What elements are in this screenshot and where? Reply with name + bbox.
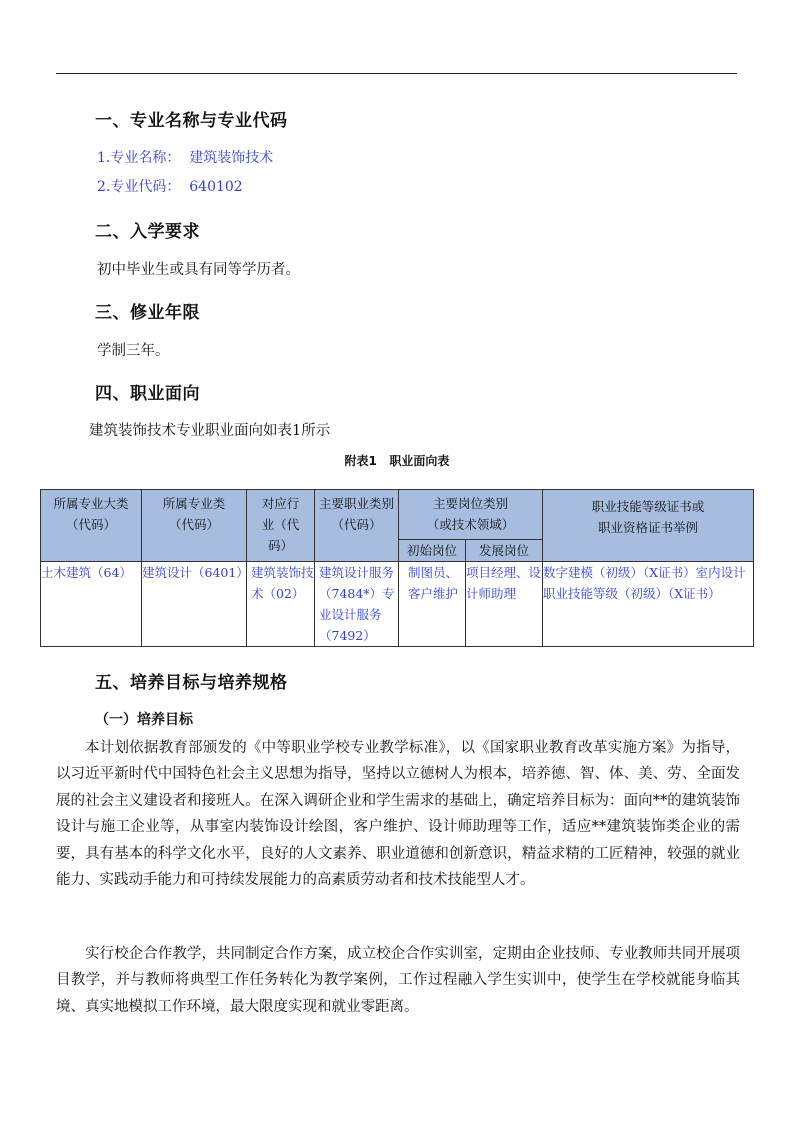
major-code-line: 2.专业代码： 640102 bbox=[97, 179, 243, 195]
header-occupation: 主要职业类别（代码） bbox=[315, 490, 399, 562]
admission-text: 初中毕业生或具有同等学历者。 bbox=[97, 262, 300, 278]
header-certificate: 职业技能等级证书或职业资格证书举例 bbox=[543, 490, 754, 562]
table-caption: 附表1 职业面向表 bbox=[344, 454, 450, 468]
career-intro-text: 建筑装饰技术专业职业面向如表1所示 bbox=[89, 423, 331, 439]
header-major-class: 所属专业类（代码） bbox=[142, 490, 247, 562]
section-5-title: 五、培养目标与培养规格 bbox=[95, 673, 288, 693]
header-major-category: 所属专业大类（代码） bbox=[41, 490, 142, 562]
cell-major-class: 建筑设计（6401） bbox=[142, 562, 247, 647]
header-development-position: 发展岗位 bbox=[466, 540, 543, 562]
cell-occupation: 建筑设计服务（7484*）专业设计服务（7492） bbox=[315, 562, 399, 647]
cell-development-position: 项目经理、设计师助理 bbox=[466, 562, 543, 647]
header-rule bbox=[56, 73, 737, 74]
header-initial-position: 初始岗位 bbox=[399, 540, 466, 562]
duration-text: 学制三年。 bbox=[97, 343, 170, 359]
section-4-title: 四、职业面向 bbox=[95, 384, 200, 404]
section-3-title: 三、修业年限 bbox=[95, 303, 200, 323]
goal-paragraph-1: 本计划依据教育部颁发的《中等职业学校专业教学标准》，以《国家职业教育改革实施方案》为指导，以习近平新时代中国特色社会主义思想为指导，坚持以立德树人为根本，培养德、智、体、美、劳、全面发展的社会主义建设者和接班人。在深入调研企业和学生需求的基础上，确定培养目标为：面向**的建筑装饰设计与施工企业等，从事室内装饰设计绘图，客户维护、设计师助理等工作，适应**建筑装饰类企业的需要，具有基本的科学文化水平，良好的人文素养、职业道德和创新意识，精益求精的工匠精神，较强的就业能力、实践动手能力和可持续发展能力的高素质劳动者和技术技能型人才。 bbox=[56, 740, 740, 889]
section-2-title: 二、入学要求 bbox=[95, 222, 200, 242]
major-name-line: 1.专业名称： 建筑装饰技术 bbox=[97, 150, 274, 166]
cell-initial-position: 制图员、客户维护 bbox=[399, 562, 466, 647]
training-goal-subtitle: （一）培养目标 bbox=[95, 712, 193, 728]
cell-major-category: 土木建筑（64） bbox=[41, 562, 142, 647]
header-industry: 对应行业（代码） bbox=[247, 490, 315, 562]
header-position-category: 主要岗位类别（或技术领域） bbox=[399, 490, 543, 540]
goal-paragraph-2: 实行校企合作教学，共同制定合作方案，成立校企合作实训室，定期由企业技师、专业教师共同开展项目教学，并与教师将典型工作任务转化为教学案例，工作过程融入学生实训中，使学生在学校就能身临其境、真实地模拟工作环境，最大限度实现和就业零距离。 bbox=[56, 946, 740, 1015]
cell-certificate: 数字建模（初级）（X证书）室内设计职业技能等级（初级）（X证书） bbox=[543, 562, 754, 647]
career-table bbox=[40, 489, 754, 647]
cell-industry: 建筑装饰技术（02） bbox=[247, 562, 315, 647]
section-1-title: 一、专业名称与专业代码 bbox=[95, 111, 288, 131]
